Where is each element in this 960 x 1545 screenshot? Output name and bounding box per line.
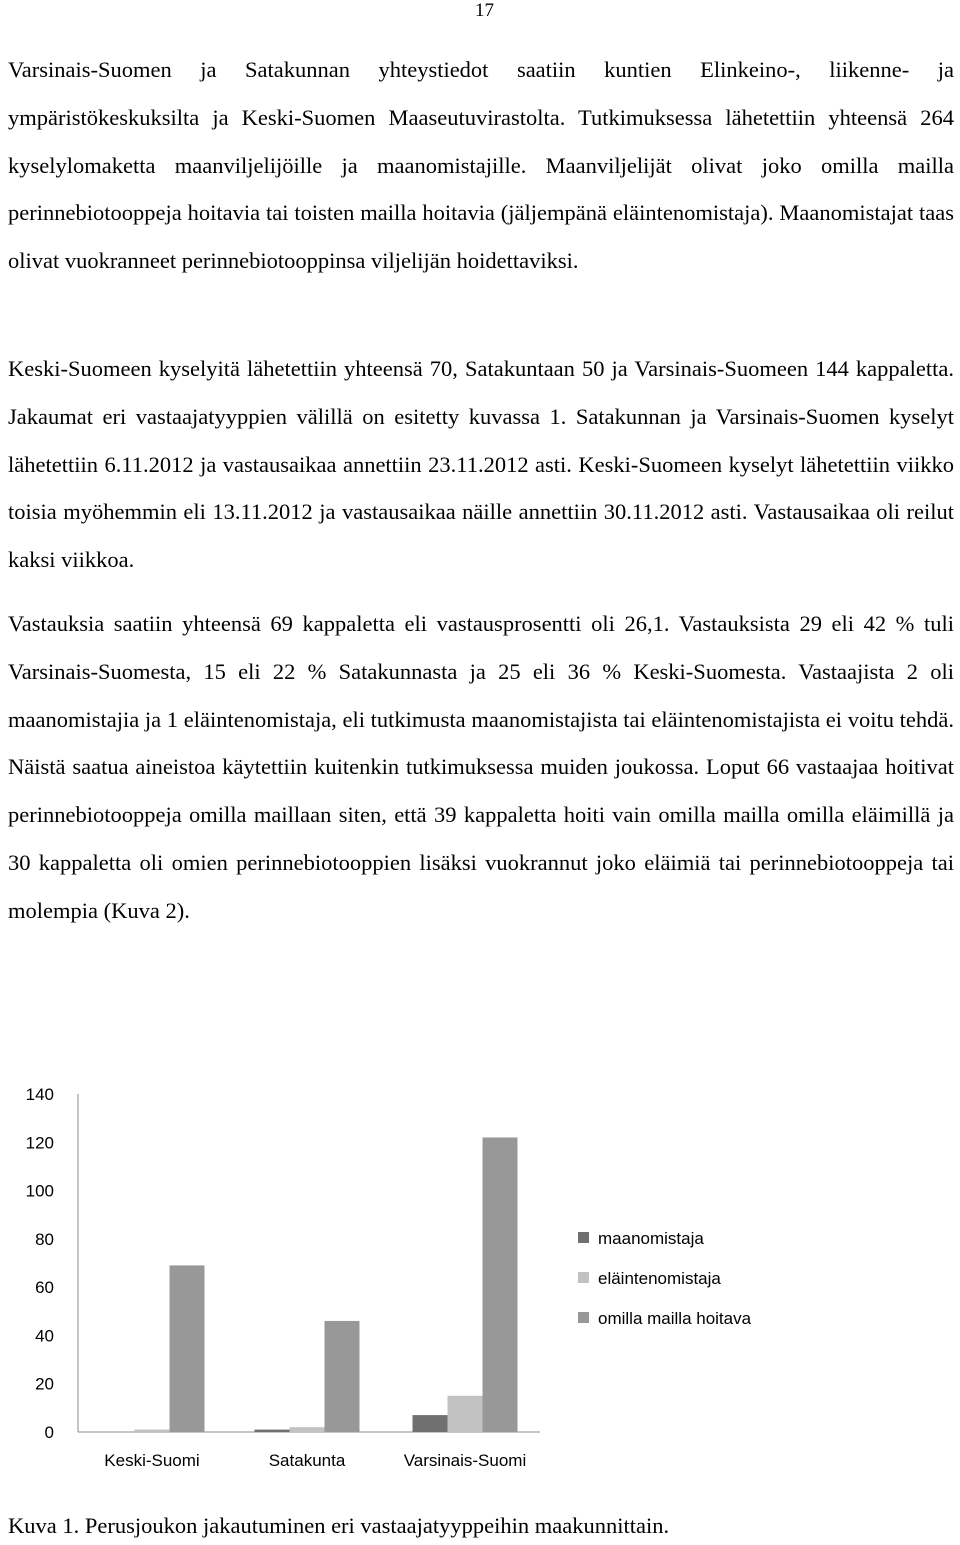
bar-eläintenomistaja-Keski-Suomi xyxy=(135,1430,170,1432)
bar-maanomistaja-Varsinais-Suomi xyxy=(413,1415,448,1432)
page-number: 17 xyxy=(475,0,494,21)
y-tick-label: 100 xyxy=(25,1181,54,1201)
legend-label: eläintenomistaja xyxy=(598,1269,721,1288)
bar-omilla-mailla-hoitava-Keski-Suomi xyxy=(170,1265,205,1432)
bar-eläintenomistaja-Varsinais-Suomi xyxy=(448,1396,483,1432)
x-category-label: Satakunta xyxy=(268,1451,346,1470)
paragraph-3: Vastauksia saatiin yhteensä 69 kappaletta eli vastausprosentti oli 26,1. Vastauksista 29 eli 42 % tuli Varsinais-Suomesta, 15 eli 22 % Satakunnasta ja 25 eli 36 % Keski-Suomesta. Vastaajista 2 oli maanomistajia ja 1 eläintenomistaja, eli tutkimusta maanomistajista tai eläintenomistajista ei voitu tehdä. Näistä saatua aineistoa käytettiin kuitenkin tutkimuksessa muiden joukossa. Loput 66 vastaajaa hoitivat perinnebiotooppeja omilla maillaan siten, että 39 kappaletta hoiti vain omilla mailla omilla eläimillä ja 30 kappaletta oli omien perinnebiotooppien lisäksi vuokrannut joko eläimiä tai perinnebiotooppeja tai molempia (Kuva 2). xyxy=(8,611,954,923)
paragraph-1: Varsinais-Suomen ja Satakunnan yhteystiedot saatiin kuntien Elinkeino-, liikenne- ja ympäristökeskuksilta ja Keski-Suomen Maaseutuvirastolta. Tutkimuksessa lähetettiin yhteensä 264 kyselylomaketta maanviljelijöille ja maanomistajille. Maanviljelijät olivat joko omilla mailla perinnebiotooppeja hoitavia tai toisten mailla hoitavia (jäljempänä eläintenomistaja). Maanomistajat taas olivat vuokranneet perinnebiotooppinsa viljelijän hoidettaviksi. xyxy=(8,57,954,274)
y-tick-label: 140 xyxy=(25,1085,54,1104)
y-tick-label: 60 xyxy=(35,1278,54,1298)
bar-omilla-mailla-hoitava-Satakunta xyxy=(325,1321,360,1432)
legend-swatch xyxy=(578,1312,589,1323)
y-tick-label: 0 xyxy=(44,1423,54,1442)
bar-chart xyxy=(0,1070,960,1490)
legend-label: maanomistaja xyxy=(598,1229,704,1248)
bar-maanomistaja-Satakunta xyxy=(255,1430,290,1432)
y-tick-label: 80 xyxy=(35,1229,54,1249)
legend-swatch xyxy=(578,1272,589,1283)
paragraph-2: Keski-Suomeen kyselyitä lähetettiin yhteensä 70, Satakuntaan 50 ja Varsinais-Suomeen 144 kappaletta. Jakaumat eri vastaajatyyppien välillä on esitetty kuvassa 1. Satakunnan ja Varsinais-Suomen kyselyt lähetettiin 6.11.2012 ja vastausaikaa annettiin 23.11.2012 asti. Keski-Suomeen kyselyt lähetettiin viikko toisia myöhemmin eli 13.11.2012 ja vastausaikaa näille annettiin 30.11.2012 asti. Vastausaikaa oli reilut kaksi viikkoa. xyxy=(8,356,954,573)
y-tick-label: 120 xyxy=(25,1133,54,1153)
y-tick-label: 20 xyxy=(35,1374,54,1394)
x-category-label: Keski-Suomi xyxy=(104,1451,200,1470)
legend-swatch xyxy=(578,1232,589,1243)
bar-eläintenomistaja-Satakunta xyxy=(290,1427,325,1432)
y-tick-label: 40 xyxy=(35,1326,54,1346)
x-category-label: Varsinais-Suomi xyxy=(403,1451,527,1470)
figure-caption: Kuva 1. Perusjoukon jakautuminen eri vastaajatyyppeihin maakunnittain. xyxy=(8,1513,670,1538)
legend-label: omilla mailla hoitava xyxy=(598,1309,752,1328)
chart-canvas xyxy=(0,1070,960,1490)
bar-omilla-mailla-hoitava-Varsinais-Suomi xyxy=(483,1137,518,1432)
